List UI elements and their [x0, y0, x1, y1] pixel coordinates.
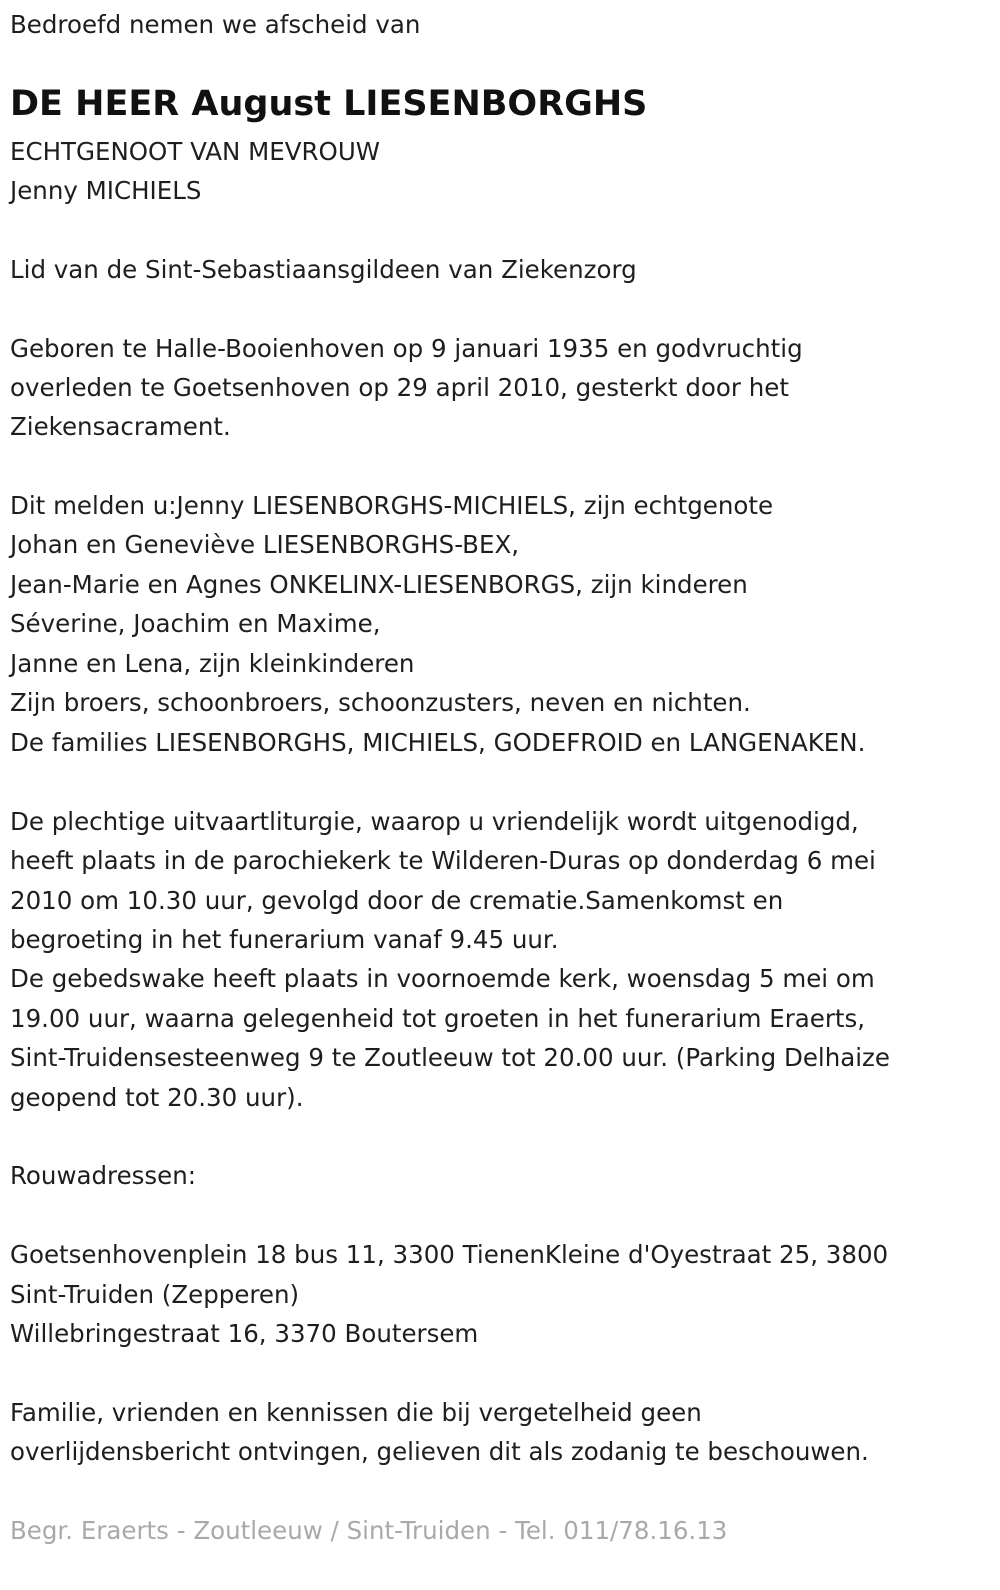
family-line: Johan en Geneviève LIESENBORGHS-BEX, — [10, 530, 520, 559]
family-line: Jean-Marie en Agnes ONKELINX-LIESENBORGS, zijn kinderen — [10, 570, 748, 599]
addresses-label: Rouwadressen: — [10, 1161, 197, 1190]
ceremony-line: 2010 om 10.30 uur, gevolgd door de crematie.Samenkomst en — [10, 886, 784, 915]
birth-death-line: Geboren te Halle-Booienhoven op 9 januari 1935 en godvruchtig — [10, 334, 803, 363]
ceremony-line: geopend tot 20.30 uur). — [10, 1083, 304, 1112]
address-line: Goetsenhovenplein 18 bus 11, 3300 TienenKleine d'Oyestraat 25, 3800 — [10, 1240, 889, 1269]
family-line: De families LIESENBORGHS, MICHIELS, GODEFROID en LANGENAKEN. — [10, 728, 866, 757]
closing-line: Familie, vrienden en kennissen die bij vergetelheid geen — [10, 1398, 702, 1427]
ceremony-line: De plechtige uitvaartliturgie, waarop u vriendelijk wordt uitgenodigd, — [10, 807, 859, 836]
address-line: Willebringestraat 16, 3370 Boutersem — [10, 1319, 479, 1348]
ceremony-line: heeft plaats in de parochiekerk te Wilderen-Duras op donderdag 6 mei — [10, 846, 876, 875]
ceremony-line: begroeting in het funerarium vanaf 9.45 uur. — [10, 925, 559, 954]
address-line: Sint-Truiden (Zepperen) — [10, 1280, 300, 1309]
ceremony-line: Sint-Truidensesteenweg 9 te Zoutleeuw tot 20.00 uur. (Parking Delhaize — [10, 1043, 890, 1072]
spouse-label: ECHTGENOOT VAN MEVROUW — [10, 137, 381, 166]
family-line: Séverine, Joachim en Maxime, — [10, 609, 381, 638]
ceremony-line: De gebedswake heeft plaats in voornoemde kerk, woensdag 5 mei om — [10, 964, 875, 993]
family-line: Zijn broers, schoonbroers, schoonzusters, neven en nichten. — [10, 688, 751, 717]
funeral-home-footer: Begr. Eraerts - Zoutleeuw / Sint-Truiden - Tel. 011/78.16.13 — [10, 1516, 728, 1545]
birth-death-line: overleden te Goetsenhoven op 29 april 2010, gesterkt door het — [10, 373, 789, 402]
spouse-name: Jenny MICHIELS — [10, 176, 202, 205]
closing-line: overlijdensbericht ontvingen, gelieven dit als zodanig te beschouwen. — [10, 1437, 869, 1466]
family-line: Dit melden u:Jenny LIESENBORGHS-MICHIELS, zijn echtgenote — [10, 491, 774, 520]
family-line: Janne en Lena, zijn kleinkinderen — [10, 649, 415, 678]
membership-text: Lid van de Sint-Sebastiaansgildeen van Ziekenzorg — [10, 255, 637, 284]
ceremony-line: 19.00 uur, waarna gelegenheid tot groeten in het funerarium Eraerts, — [10, 1004, 866, 1033]
intro-text: Bedroefd nemen we afscheid van — [10, 10, 421, 39]
birth-death-line: Ziekensacrament. — [10, 412, 231, 441]
deceased-name-title: DE HEER August LIESENBORGHS — [10, 84, 648, 124]
